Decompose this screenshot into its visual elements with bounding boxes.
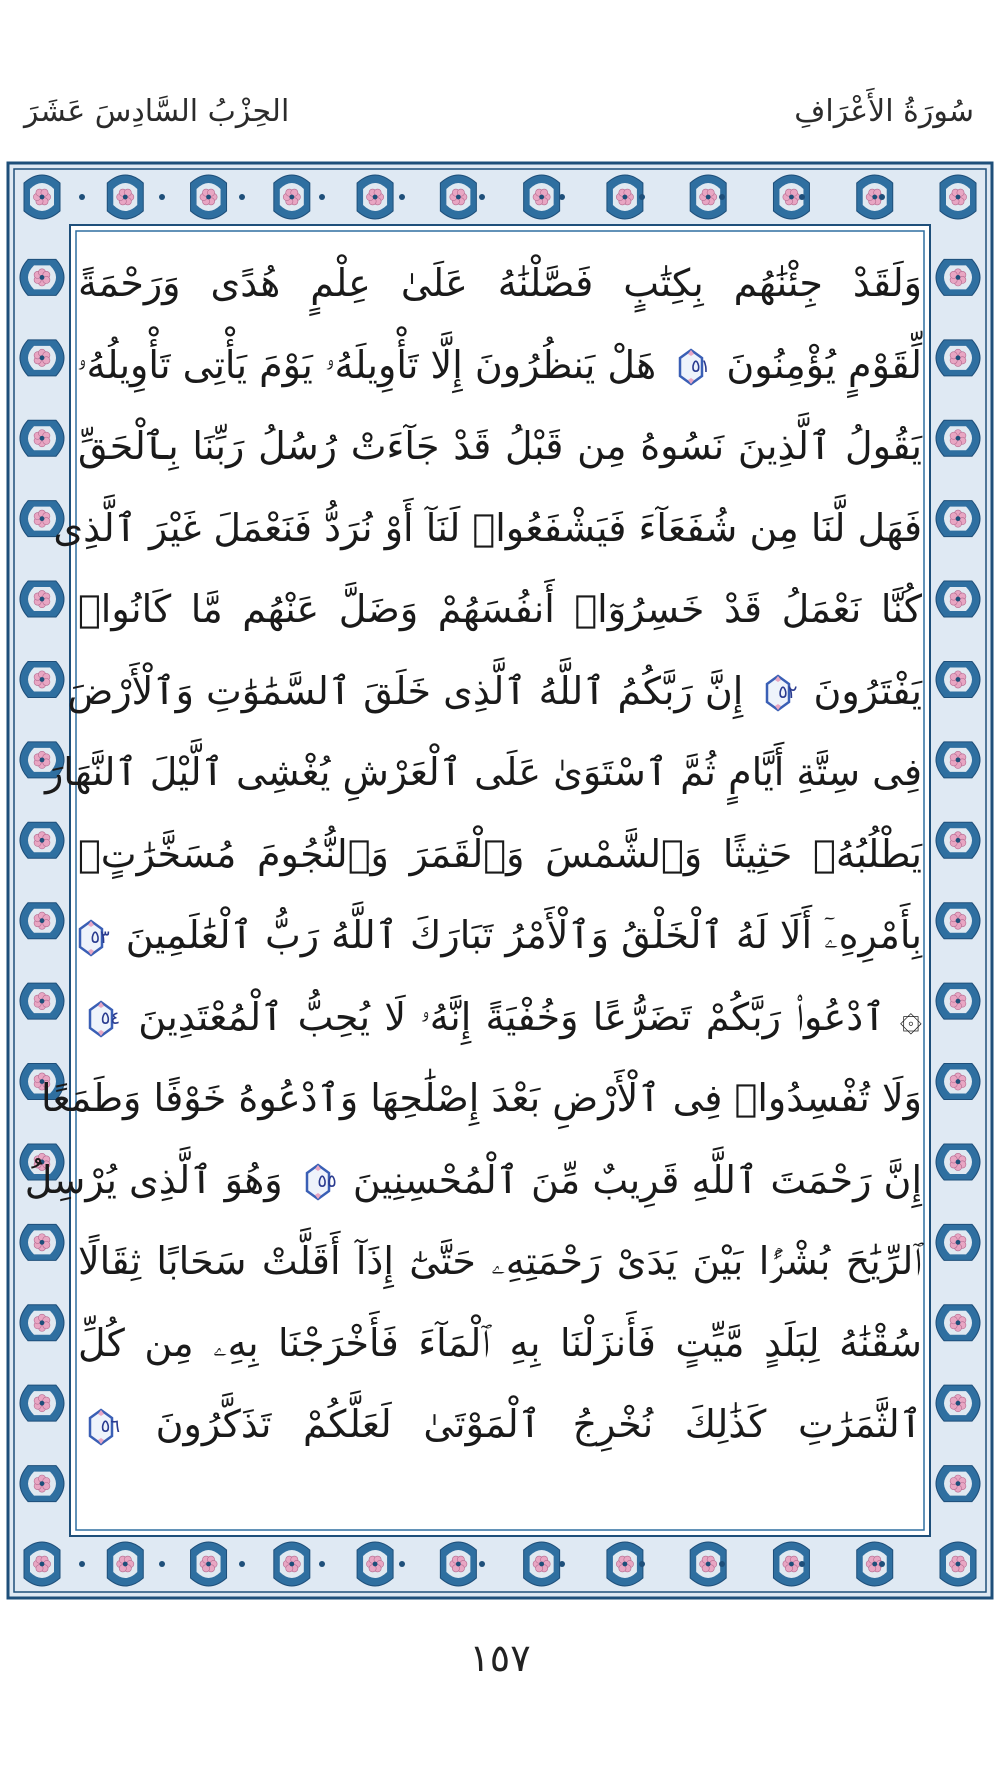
line-text-continued: وَهُوَ ٱلَّذِى يُرْسِلُ xyxy=(24,1157,283,1202)
text-line xyxy=(78,814,922,894)
quran-text-area xyxy=(24,233,922,1528)
border-flower xyxy=(940,1542,976,1586)
line-text: لِّقَوْمٍ يُؤْمِنُونَ xyxy=(726,342,922,387)
text-line xyxy=(78,325,922,405)
text-line xyxy=(24,1140,922,1220)
border-flower xyxy=(936,581,980,617)
line-text: ٱلرِّيَٰحَ بُشْرًۢا بَيْنَ يَدَىْ رَحْمَتِهِۦ حَتَّىٰٓ إِذَآ أَقَلَّتْ سَحَابًا ثِقَالًا xyxy=(78,1239,922,1283)
page-number: ١٥٧ xyxy=(469,1636,531,1680)
border-flower xyxy=(936,903,980,939)
ayah-marker xyxy=(82,1408,120,1446)
text-line xyxy=(40,1058,922,1138)
border-flower xyxy=(107,175,143,219)
hizb-label: الحِزْبُ السَّادِسَ عَشَرَ xyxy=(24,94,290,129)
line-text: إِنَّ رَحْمَتَ ٱللَّهِ قَرِيبٌ مِّنَ ٱلْمُحْسِنِينَ xyxy=(352,1157,922,1202)
ayah-marker xyxy=(299,1163,337,1201)
line-text: يَقُولُ ٱلَّذِينَ نَسُوهُ مِن قَبْلُ قَدْ جَآءَتْ رُسُلُ رَبِّنَا بِٱلْحَقِّ xyxy=(78,424,922,468)
border-flower xyxy=(524,175,560,219)
border-flower xyxy=(191,1542,227,1586)
ayah-number: ٥٣ xyxy=(90,926,110,948)
border-flower xyxy=(274,1542,310,1586)
border-flower xyxy=(936,420,980,456)
border-flower xyxy=(524,1542,560,1586)
text-line xyxy=(78,1303,922,1383)
border-flower xyxy=(20,822,64,858)
border-flower xyxy=(936,983,980,1019)
line-text: وَلَا تُفْسِدُوا۟ فِى ٱلْأَرْضِ بَعْدَ إِصْلَٰحِهَا وَٱدْعُوهُ خَوْفًا وَطَمَعًا xyxy=(40,1076,922,1120)
text-line xyxy=(78,243,922,323)
line-text-continued: هَلْ يَنظُرُونَ إِلَّا تَأْوِيلَهُۥ يَوْمَ يَأْتِى تَأْوِيلُهُۥ xyxy=(77,342,657,387)
ayah-number: ٥٥ xyxy=(317,1171,337,1192)
line-text: بِأَمْرِهِۦٓ أَلَا لَهُ ٱلْخَلْقُ وَٱلْأَمْرُ تَبَارَكَ ٱللَّهُ رَبُّ ٱلْعَٰلَمِينَ xyxy=(125,913,922,957)
border-flower xyxy=(936,1144,980,1180)
border-flower xyxy=(20,259,64,295)
border-flower xyxy=(20,340,64,376)
ayah-number: ٥٦ xyxy=(100,1415,120,1437)
border-flower xyxy=(936,1305,980,1341)
text-line xyxy=(78,569,922,649)
border-flower xyxy=(936,340,980,376)
ayah-number: ٥٢ xyxy=(778,682,798,703)
border-flower xyxy=(857,175,893,219)
text-line xyxy=(78,895,922,975)
border-flower xyxy=(20,420,64,456)
line-text: يَفْتَرُونَ xyxy=(813,668,922,713)
border-flower xyxy=(936,742,980,778)
border-flower xyxy=(936,661,980,697)
border-flower xyxy=(936,822,980,858)
border-flower xyxy=(607,1542,643,1586)
page-header xyxy=(0,0,1000,160)
border-flower xyxy=(936,1385,980,1421)
border-flower xyxy=(440,175,476,219)
ayah-marker xyxy=(82,1000,120,1038)
border-flower xyxy=(24,175,60,219)
border-flower xyxy=(936,1466,980,1502)
ayah-number: ٥٤ xyxy=(100,1008,120,1029)
line-text: فَهَل لَّنَا مِن شُفَعَآءَ فَيَشْفَعُوا۟ لَنَآ أَوْ نُرَدُّ فَنَعْمَلَ غَيْرَ ٱلَّذِى xyxy=(53,505,922,550)
border-flower xyxy=(20,1305,64,1341)
border-flower xyxy=(20,1385,64,1421)
border-flower xyxy=(936,259,980,295)
text-line xyxy=(78,977,922,1057)
border-flower xyxy=(107,1542,143,1586)
line-text: ۞ ٱدْعُوا۟ رَبَّكُمْ تَضَرُّعًا وَخُفْيَةً إِنَّهُۥ لَا يُحِبُّ ٱلْمُعْتَدِينَ xyxy=(138,994,922,1039)
border-flower xyxy=(607,175,643,219)
text-line xyxy=(44,732,922,812)
surah-title: سُورَةُ الأَعْرَافِ xyxy=(794,94,974,129)
ayah-number: ٥١ xyxy=(690,356,711,377)
border-flower xyxy=(357,175,393,219)
border-flower xyxy=(274,175,310,219)
border-flower xyxy=(20,983,64,1019)
line-text: يَطْلُبُهُۥ حَثِيثًا وَٱلشَّمْسَ وَٱلْقَمَرَ وَٱلنُّجُومَ مُسَخَّرَٰتٍۭ xyxy=(78,831,922,876)
border-flower xyxy=(24,1542,60,1586)
border-flower xyxy=(20,1466,64,1502)
border-flower xyxy=(191,175,227,219)
border-flower xyxy=(440,1542,476,1586)
border-flower xyxy=(20,903,64,939)
line-text: ٱلثَّمَرَٰتِ كَذَٰلِكَ نُخْرِجُ ٱلْمَوْتَىٰ لَعَلَّكُمْ تَذَكَّرُونَ xyxy=(155,1402,922,1446)
ayah-marker xyxy=(672,348,710,386)
text-line xyxy=(78,1384,922,1464)
ayah-marker xyxy=(72,919,110,957)
border-flower xyxy=(857,1542,893,1586)
line-text-continued: إِنَّ رَبَّكُمُ ٱللَّهُ ٱلَّذِى خَلَقَ ٱلسَّمَٰوَٰتِ وَٱلْأَرْضَ xyxy=(67,668,744,713)
border-flower xyxy=(936,1064,980,1100)
line-text: كُنَّا نَعْمَلُ قَدْ خَسِرُوٓا۟ أَنفُسَهُمْ وَضَلَّ عَنْهُم مَّا كَانُوا۟ xyxy=(78,587,922,631)
text-line xyxy=(78,1221,922,1301)
border-flower xyxy=(20,581,64,617)
border-flower xyxy=(940,175,976,219)
line-text: فِى سِتَّةِ أَيَّامٍ ثُمَّ ٱسْتَوَىٰ عَلَى ٱلْعَرْشِ يُغْشِى ٱلَّيْلَ ٱلنَّهَارَ xyxy=(44,750,922,794)
text-line xyxy=(53,488,922,568)
text-line xyxy=(78,406,922,486)
border-flower xyxy=(936,1224,980,1260)
text-line xyxy=(67,651,922,731)
border-flower xyxy=(357,1542,393,1586)
border-flower xyxy=(20,661,64,697)
line-text: سُقْنَٰهُ لِبَلَدٍ مَّيِّتٍ فَأَنزَلْنَا بِهِ ٱلْمَآءَ فَأَخْرَجْنَا بِهِۦ مِن كُلِّ xyxy=(78,1320,922,1365)
line-text: وَلَقَدْ جِئْنَٰهُم بِكِتَٰبٍ فَصَّلْنَٰهُ عَلَىٰ عِلْمٍ هُدًى وَرَحْمَةً xyxy=(78,261,922,305)
border-flower xyxy=(20,1224,64,1260)
ayah-marker xyxy=(759,674,797,712)
border-flower xyxy=(936,501,980,537)
